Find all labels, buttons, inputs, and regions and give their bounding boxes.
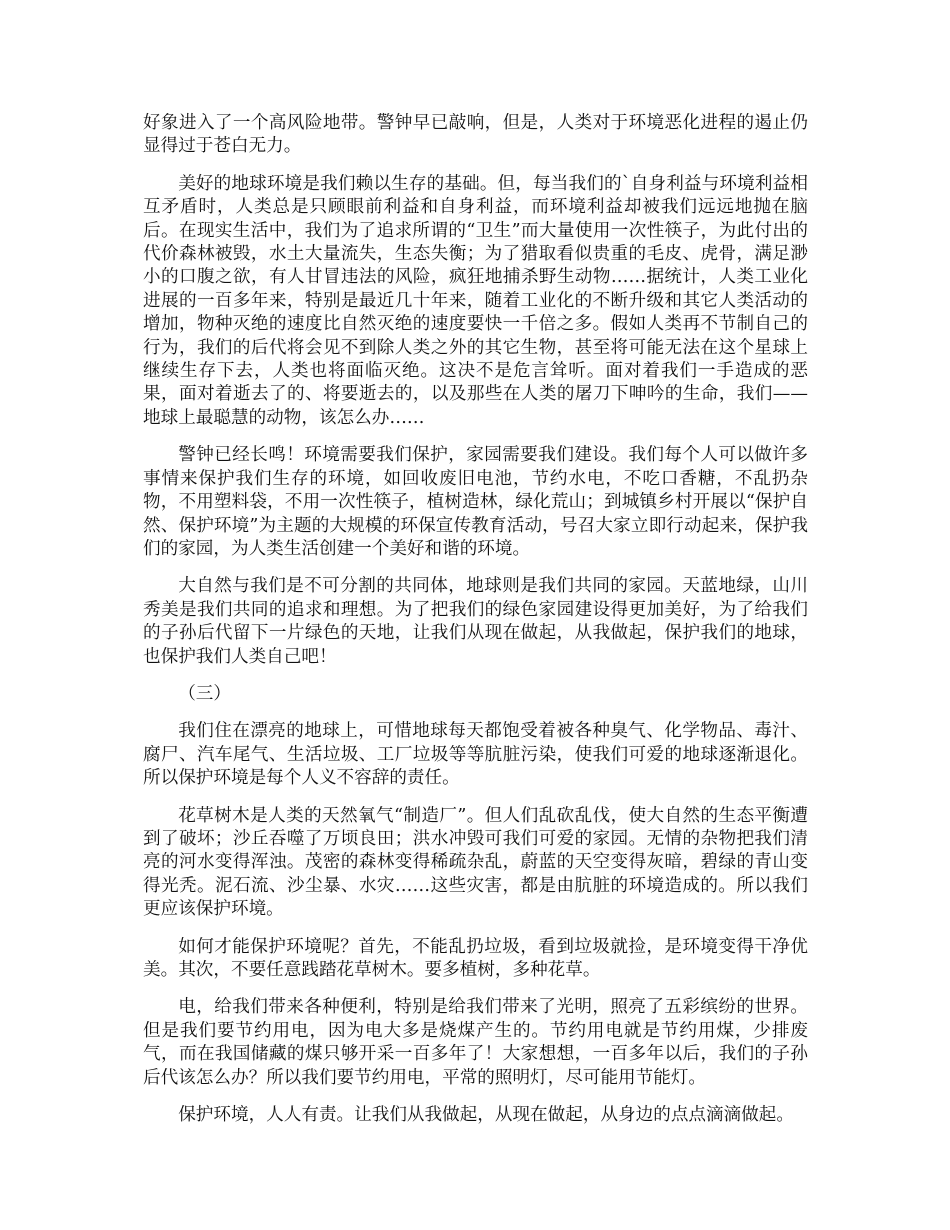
paragraph-save-electricity: 电，给我们带来各种便利，特别是给我们带来了光明，照亮了五彩缤纷的世界。但是我们要节约用电，因为电大多是烧煤产生的。节约用电就是节约用煤，少排废气，而在我国储藏的煤只够开采一百多年了！大家想想，一百多年以后，我们的子孙后代该怎么办？所以我们要节约用电，平常的照明灯，尽可能用节能灯。 xyxy=(143,997,808,1088)
section-heading-three: （三） xyxy=(178,683,231,704)
document-body xyxy=(143,112,808,1141)
paragraph-continuation: 好象进入了一个高风险地带。警钟早已敲响，但是，人类对于环境恶化进程的遏止仍显得过于苍白无力。 xyxy=(143,113,808,157)
paragraph-how-to-protect: 如何才能保护环境呢？首先，不能乱扔垃圾，看到垃圾就捡，是环境变得干净优美。其次，不要任意践踏花草树木。要多植树，多种花草。 xyxy=(143,936,808,980)
paragraph-everyone-responsible: 保护环境，人人有责。让我们从我做起，从现在做起，从身边的点点滴滴做起。 xyxy=(178,1105,794,1126)
paragraph-alarm-bell: 警钟已经长鸣！环境需要我们保护，家园需要我们建设。我们每个人可以做许多事情来保护我们生存的环境，如回收废旧电池，节约水电，不吃口香糖，不乱扔杂物，不用塑料袋，不用一次性筷子，植树造林，绿化荒山；到城镇乡村开展以“保护自然、保护环境”为主题的大规模的环保宣传教育活动，号召大家立即行动起来，保护我们的家园，为人类生活创建一个美好和谐的环境。 xyxy=(143,445,808,559)
paragraph-nature-community: 大自然与我们是不可分割的共同体，地球则是我们共同的家园。天蓝地绿，山川秀美是我们共同的追求和理想。为了把我们的绿色家园建设得更加美好，为了给我们的子孙后代留下一片绿色的天地，让我们从现在做起，从我做起，保护我们的地球，也保护我们人类自己吧！ xyxy=(143,576,808,667)
paragraph-beautiful-earth: 我们住在漂亮的地球上，可惜地球每天都饱受着被各种臭气、化学物品、毒汁、腐尸、汽车尾气、生活垃圾、工厂垃圾等等肮脏污染，使我们可爱的地球逐渐退化。所以保护环境是每个人义不容辞的责任。 xyxy=(143,721,808,789)
paragraph-earth-environment: 美好的地球环境是我们赖以生存的基础。但，每当我们的`自身利益与环境利益相互矛盾时，人类总是只顾眼前利益和自身利益，而环境利益却被我们远远地抛在脑后。在现实生活中，我们为了追求所谓的“卫生”而大量使用一次性筷子，为此付出的代价森林被毁，水土大量流失，生态失衡；为了猎取看似贵重的毛皮、虎骨，满足渺小的口腹之欲，有人甘冒违法的风险，疯狂地捕杀野生动物……据统计，人类工业化进展的一百多年来，特别是最近几十年来，随着工业化的不断升级和其它人类活动的增加，物种灭绝的速度比自然灭绝的速度要快一千倍之多。假如人类再不节制自己的行为，我们的后代将会见不到除人类之外的其它生物，甚至将可能无法在这个星球上继续生存下去，人类也将面临灭绝。这决不是危言耸听。面对着我们一手造成的恶果，面对着逝去了的、将要逝去的，以及那些在人类的屠刀下呻吟的生命，我们——地球上最聪慧的动物，该怎么办…… xyxy=(143,173,808,428)
paragraph-trees-oxygen: 花草树木是人类的天然氧气“制造厂”。但人们乱砍乱伐，使大自然的生态平衡遭到了破坏；沙丘吞噬了万顷良田；洪水冲毁可我们可爱的家园。无情的杂物把我们清亮的河水变得浑浊。茂密的森林变得稀疏杂乱，蔚蓝的天空变得灰暗，碧绿的青山变得光秃。泥石流、沙尘暴、水灾……这些灾害，都是由肮脏的环境造成的。所以我们更应该保护环境。 xyxy=(143,805,808,920)
